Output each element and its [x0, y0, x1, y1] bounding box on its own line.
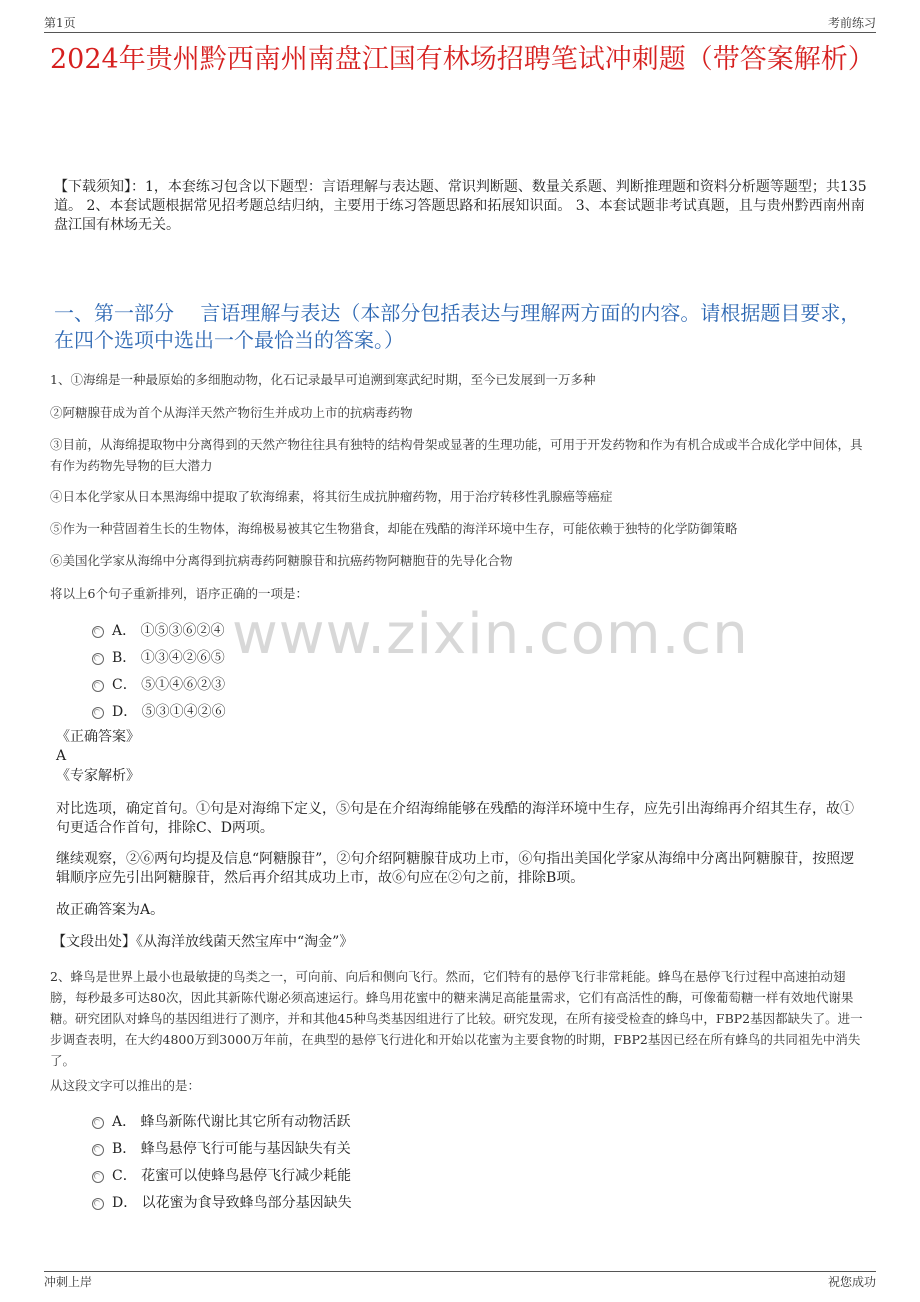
q2-option-a[interactable]: [92, 1111, 351, 1131]
q1-sentence-6: ⑥美国化学家从海绵中分离得到抗病毒药阿糖腺苷和抗癌药物阿糖胞苷的先导化合物: [50, 553, 513, 568]
radio-icon[interactable]: [92, 1117, 104, 1129]
q1-sentence-4: ④日本化学家从日本黑海绵中提取了软海绵素，将其衍生成抗肿瘤药物，用于治疗转移性乳腺癌等癌症: [50, 489, 613, 504]
q2-option-b[interactable]: [92, 1138, 351, 1158]
analysis-conclusion: 故正确答案为A。: [56, 902, 165, 918]
page-number: 第1页: [44, 16, 76, 30]
option-label: B． 蜂鸟悬停飞行可能与基因缺失有关: [112, 1141, 351, 1157]
footer-right: 祝您成功: [827, 1275, 876, 1289]
q2-option-d[interactable]: [92, 1192, 352, 1212]
option-label: B． ①③④②⑥⑤: [112, 650, 225, 666]
page-footer: [44, 1273, 876, 1293]
radio-icon[interactable]: [92, 707, 104, 719]
q1-option-c[interactable]: [92, 674, 225, 694]
q1-option-d[interactable]: [92, 701, 226, 721]
q1-sentence-3: ③目前，从海绵提取物中分离得到的天然产物往往具有独特的结构骨架或显著的生理功能，可用于开发药物和作为有机合成或半合成化学中间体，具有作为药物先导物的巨大潜力: [50, 437, 863, 473]
q1-prompt: 将以上6个句子重新排列，语序正确的一项是：: [50, 586, 308, 601]
header-divider: [44, 32, 876, 33]
q1-option-b[interactable]: [92, 647, 225, 667]
radio-icon[interactable]: [92, 1198, 104, 1210]
radio-icon[interactable]: [92, 1144, 104, 1156]
document-title: 2024年贵州黔西南州南盘江国有林场招聘笔试冲刺题（带答案解析）: [50, 44, 875, 75]
answer-value: A: [56, 748, 67, 764]
source-citation: 【文段出处】《从海洋放线菌天然宝库中“淘金”》: [52, 934, 354, 950]
option-label: A． ①⑤③⑥②④: [112, 623, 225, 639]
option-label: A． 蜂鸟新陈代谢比其它所有动物活跃: [112, 1114, 351, 1130]
option-label: C． 花蜜可以使蜂鸟悬停飞行减少耗能: [112, 1168, 352, 1184]
q2-stem: 2、蜂鸟是世界上最小也最敏捷的鸟类之一，可向前、向后和侧向飞行。然而，它们特有的悬停飞行非常耗能。蜂鸟在悬停飞行过程中高速拍动翅膀，每秒最多可达80次，因此其新陈代谢必须高速运行。蜂鸟用花蜜中的糖来满足高能量需求，它们有高活性的酶，可像葡萄糖一样有效地代谢果糖。研究团队对蜂鸟的基因组进行了测序，并和其他45种鸟类基因组进行了比较。研究发现，在所有接受检查的蜂鸟中，FBP2基因都缺失了。进一步调查表明，在大约4800万到3000万年前，在典型的悬停飞行进化和开始以花蜜为主要食物的时期，FBP2基因已经在所有蜂鸟的共同祖先中消失了。: [50, 969, 863, 1068]
option-label: D． ⑤③①④②⑥: [112, 704, 226, 720]
header-tag: 考前练习: [827, 16, 876, 30]
q2-prompt: 从这段文字可以推出的是：: [50, 1078, 201, 1093]
q1-sentence-1: 1、①海绵是一种最原始的多细胞动物，化石记录最早可追溯到寒武纪时期，至今已发展到一万多种: [50, 372, 596, 387]
q1-option-a[interactable]: [92, 620, 225, 640]
watermark: www.zixin.com.cn: [232, 602, 749, 667]
q1-sentence-5: ⑤作为一种营固着生长的生物体，海绵极易被其它生物猎食，却能在残酷的海洋环境中生存，可能依赖于独特的化学防御策略: [50, 521, 738, 536]
radio-icon[interactable]: [92, 680, 104, 692]
download-notice: 【下载须知】：1，本套练习包含以下题型：言语理解与表达题、常识判断题、数量关系题、判断推理题和资料分析题等题型；共135道。 2、本套试题根据常见招考题总结归纳，主要用于练习答题思路和拓展知识面。 3、本套试题非考试真题，且与贵州黔西南州南盘江国有林场无关。: [54, 179, 867, 233]
analysis-paragraph-1: 对比选项，确定首句。①句是对海绵下定义，⑤句是在介绍海绵能够在残酷的海洋环境中生存，应先引出海绵再介绍其生存，故①句更适合作首句，排除C、D两项。: [56, 801, 854, 836]
option-label: C． ⑤①④⑥②③: [112, 677, 226, 693]
q1-sentence-2: ②阿糖腺苷成为首个从海洋天然产物衍生并成功上市的抗病毒药物: [50, 405, 413, 420]
option-label: D． 以花蜜为食导致蜂鸟部分基因缺失: [112, 1195, 352, 1211]
page-header: [44, 12, 876, 32]
footer-divider: [44, 1271, 876, 1272]
section-heading: 一、第一部分 言语理解与表达（本部分包括表达与理解两方面的内容。请根据题目要求，在四个选项中选出一个最恰当的答案。）: [54, 301, 861, 352]
answer-label: 《正确答案》: [56, 729, 140, 745]
analysis-label: 《专家解析》: [56, 768, 140, 784]
radio-icon[interactable]: [92, 626, 104, 638]
radio-icon[interactable]: [92, 653, 104, 665]
analysis-paragraph-2: 继续观察，②⑥两句均提及信息“阿糖腺苷”，②句介绍阿糖腺苷成功上市，⑥句指出美国化学家从海绵中分离出阿糖腺苷，按照逻辑顺序应先引出阿糖腺苷，然后再介绍其成功上市，故⑥句应在②句之前，排除B项。: [56, 851, 855, 886]
radio-icon[interactable]: [92, 1171, 104, 1183]
q2-option-c[interactable]: [92, 1165, 351, 1185]
footer-left: 冲刺上岸: [44, 1275, 93, 1289]
